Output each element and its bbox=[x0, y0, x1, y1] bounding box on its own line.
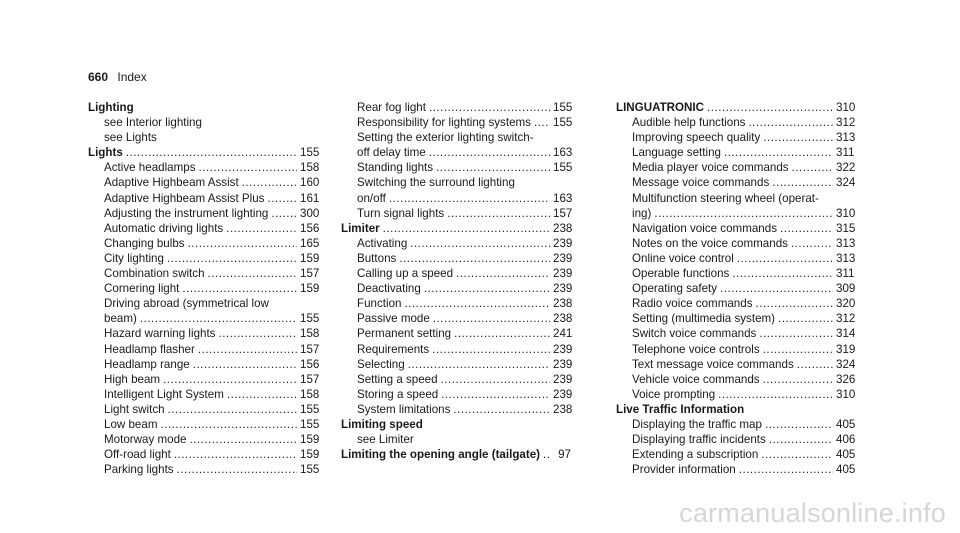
index-entry bbox=[616, 417, 854, 432]
entry-label: Motorway mode bbox=[104, 433, 187, 447]
entry-label: Function bbox=[357, 297, 402, 311]
page-ref: 157 bbox=[300, 267, 320, 281]
page-ref: 159 bbox=[300, 433, 320, 447]
index-heading: Lighting bbox=[88, 101, 134, 114]
leader-dots bbox=[404, 296, 550, 311]
page-ref: 310 bbox=[836, 387, 856, 401]
index-entry bbox=[616, 462, 854, 477]
page-ref: 155 bbox=[553, 161, 573, 175]
index-entry bbox=[616, 175, 854, 190]
page-ref: 310 bbox=[836, 206, 856, 220]
index-entry bbox=[341, 145, 571, 160]
leader-dots bbox=[654, 206, 833, 221]
page-ref: 159 bbox=[300, 251, 320, 265]
index-entry bbox=[341, 342, 571, 357]
entry-label: Navigation voice commands bbox=[632, 221, 777, 235]
page-ref: 311 bbox=[836, 267, 855, 281]
index-entry bbox=[88, 281, 318, 296]
page-ref: 239 bbox=[553, 342, 573, 356]
entry-label: Operable functions bbox=[632, 267, 730, 281]
page-ref: 406 bbox=[836, 433, 856, 447]
index-entry: Driving abroad (symmetrical low bbox=[104, 297, 269, 311]
index-entry bbox=[88, 372, 318, 387]
index-entry bbox=[88, 160, 318, 175]
leader-dots bbox=[763, 372, 833, 387]
index-entry: Multifunction steering wheel (operat- bbox=[632, 191, 819, 205]
page-ref: 300 bbox=[300, 206, 320, 220]
leader-dots bbox=[168, 402, 297, 417]
page-ref: 155 bbox=[553, 101, 573, 114]
index-entry bbox=[88, 251, 318, 266]
leader-dots bbox=[208, 266, 297, 281]
page-ref: 239 bbox=[553, 357, 573, 371]
index-entry bbox=[341, 281, 571, 296]
entry-label: ing) bbox=[632, 206, 652, 220]
entry-label: High beam bbox=[104, 372, 161, 386]
leader-dots bbox=[399, 251, 550, 266]
leader-dots bbox=[724, 145, 833, 160]
page-ref: 156 bbox=[300, 357, 320, 371]
leader-dots bbox=[182, 281, 297, 296]
leader-dots bbox=[199, 160, 297, 175]
page-number: 660 bbox=[88, 70, 109, 84]
index-entry bbox=[616, 145, 854, 160]
index-entry bbox=[341, 387, 571, 402]
leader-dots bbox=[778, 311, 833, 326]
entry-label: Operating safety bbox=[632, 282, 718, 296]
index-entry bbox=[88, 326, 318, 341]
page-ref: 313 bbox=[836, 251, 856, 265]
leader-dots bbox=[432, 342, 550, 357]
entry-label: Combination switch bbox=[104, 267, 205, 281]
index-entry bbox=[616, 251, 854, 266]
leader-dots bbox=[441, 387, 550, 402]
entry-label: off delay time bbox=[357, 146, 426, 160]
entry-label: Setting a speed bbox=[357, 372, 438, 386]
index-entry bbox=[616, 311, 854, 326]
entry-label: LINGUATRONIC bbox=[616, 101, 705, 114]
leader-dots bbox=[797, 357, 833, 372]
entry-label: Improving speech quality bbox=[632, 131, 761, 145]
entry-label: Calling up a speed bbox=[357, 267, 454, 281]
index-entry bbox=[341, 311, 571, 326]
page-ref: 324 bbox=[836, 176, 856, 190]
index-entry bbox=[341, 160, 571, 175]
page-ref: 159 bbox=[300, 448, 320, 462]
leader-dots bbox=[454, 326, 550, 341]
index-entry bbox=[341, 191, 571, 206]
page-ref: 155 bbox=[300, 312, 320, 326]
entry-label: Switch voice commands bbox=[632, 327, 757, 341]
leader-dots bbox=[424, 281, 550, 296]
page-ref: 156 bbox=[300, 221, 320, 235]
page-ref: 155 bbox=[300, 463, 320, 477]
entry-label: Extending a subscription bbox=[632, 448, 759, 462]
index-entry bbox=[341, 251, 571, 266]
page-header bbox=[88, 70, 147, 84]
page-ref: 405 bbox=[836, 417, 856, 431]
leader-dots bbox=[188, 236, 297, 251]
index-heading: Limiting speed bbox=[341, 417, 423, 431]
page-ref: 161 bbox=[300, 191, 320, 205]
index-entry bbox=[616, 160, 854, 175]
page-ref: 239 bbox=[553, 372, 573, 386]
page-ref: 326 bbox=[836, 372, 856, 386]
entry-label: Responsibility for lighting systems bbox=[357, 116, 531, 130]
page-ref: 97 bbox=[558, 448, 571, 462]
page-ref: 239 bbox=[553, 251, 573, 265]
index-entry bbox=[88, 387, 318, 402]
page-ref: 239 bbox=[553, 267, 573, 281]
entry-label: Language setting bbox=[632, 146, 721, 160]
entry-label: City lighting bbox=[104, 251, 164, 265]
leader-dots bbox=[761, 447, 833, 462]
page-ref: 157 bbox=[553, 206, 573, 220]
index-entry bbox=[616, 447, 854, 462]
index-entry bbox=[616, 326, 854, 341]
entry-label: Permanent setting bbox=[357, 327, 452, 341]
leader-dots bbox=[429, 145, 550, 160]
entry-label: Low beam bbox=[104, 417, 158, 431]
entry-label: Vehicle voice commands bbox=[632, 372, 760, 386]
page-ref: 155 bbox=[553, 116, 573, 130]
leader-dots bbox=[763, 342, 833, 357]
leader-dots bbox=[433, 311, 550, 326]
leader-dots bbox=[383, 221, 550, 236]
index-entry bbox=[88, 462, 318, 477]
entry-label: Requirements bbox=[357, 342, 430, 356]
index-entry bbox=[616, 221, 854, 236]
page-ref: 158 bbox=[300, 327, 320, 341]
index-heading bbox=[341, 221, 571, 236]
index-entry bbox=[616, 357, 854, 372]
leader-dots bbox=[759, 326, 833, 341]
page-ref: 405 bbox=[836, 448, 856, 462]
index-entry bbox=[88, 206, 318, 221]
index-column-1 bbox=[88, 100, 318, 477]
index-entry bbox=[88, 266, 318, 281]
index-entry: see Interior lighting bbox=[104, 116, 202, 130]
page-ref: 163 bbox=[553, 146, 573, 160]
page-ref: 313 bbox=[836, 236, 856, 250]
page-ref: 159 bbox=[300, 282, 320, 296]
leader-dots bbox=[126, 145, 297, 160]
entry-label: Passive mode bbox=[357, 312, 430, 326]
entry-label: Displaying traffic incidents bbox=[632, 433, 766, 447]
index-entry bbox=[88, 221, 318, 236]
page-ref: 311 bbox=[836, 146, 855, 160]
index-entry bbox=[88, 357, 318, 372]
page-ref: 313 bbox=[836, 131, 856, 145]
page-ref: 157 bbox=[300, 342, 320, 356]
entry-label: Radio voice commands bbox=[632, 297, 753, 311]
leader-dots bbox=[769, 432, 833, 447]
entry-label: beam) bbox=[104, 312, 137, 326]
entry-label: Turn signal lights bbox=[357, 206, 445, 220]
index-column-3 bbox=[616, 100, 854, 477]
leader-dots bbox=[756, 296, 833, 311]
entry-label: Buttons bbox=[357, 251, 397, 265]
leader-dots bbox=[271, 206, 297, 221]
entry-label: Headlamp range bbox=[104, 357, 190, 371]
page-ref: 155 bbox=[300, 402, 320, 416]
entry-label: Text message voice commands bbox=[632, 357, 794, 371]
index-entry bbox=[88, 432, 318, 447]
entry-label: Setting (multimedia system) bbox=[632, 312, 776, 326]
leader-dots bbox=[174, 447, 297, 462]
leader-dots bbox=[167, 251, 297, 266]
page-ref: 157 bbox=[300, 372, 320, 386]
leader-dots bbox=[163, 372, 297, 387]
entry-label: Activating bbox=[357, 236, 408, 250]
index-entry: see Lights bbox=[104, 131, 157, 145]
page-ref: 239 bbox=[553, 387, 573, 401]
index-entry bbox=[616, 281, 854, 296]
entry-label: Automatic driving lights bbox=[104, 221, 224, 235]
leader-dots bbox=[389, 191, 550, 206]
leader-dots bbox=[780, 221, 833, 236]
page-ref: 314 bbox=[836, 327, 856, 341]
leader-dots bbox=[267, 191, 297, 206]
entry-label: Selecting bbox=[357, 357, 405, 371]
entry-label: Changing bulbs bbox=[104, 236, 185, 250]
index-entry bbox=[88, 175, 318, 190]
page-ref: 239 bbox=[553, 236, 573, 250]
entry-label: Hazard warning lights bbox=[104, 327, 216, 341]
index-heading bbox=[616, 100, 854, 115]
page-ref: 155 bbox=[300, 417, 320, 431]
index-entry bbox=[341, 100, 571, 115]
leader-dots bbox=[198, 342, 297, 357]
leader-dots bbox=[737, 251, 833, 266]
index-entry bbox=[616, 342, 854, 357]
entry-label: Storing a speed bbox=[357, 387, 439, 401]
index-entry bbox=[88, 447, 318, 462]
entry-label: Active headlamps bbox=[104, 161, 196, 175]
leader-dots bbox=[447, 206, 550, 221]
leader-dots bbox=[763, 130, 833, 145]
leader-dots bbox=[453, 402, 550, 417]
page-ref: 312 bbox=[836, 116, 856, 130]
entry-label: Provider information bbox=[632, 463, 736, 477]
entry-label: Intelligent Light System bbox=[104, 387, 224, 401]
page-ref: 312 bbox=[836, 312, 856, 326]
page-ref: 238 bbox=[553, 402, 573, 416]
entry-label: Voice prompting bbox=[632, 387, 716, 401]
index-entry bbox=[616, 115, 854, 130]
index-entry: see Limiter bbox=[357, 433, 414, 447]
leader-dots bbox=[720, 281, 833, 296]
page-ref: 239 bbox=[553, 282, 573, 296]
leader-dots bbox=[441, 372, 550, 387]
entry-label: on/off bbox=[357, 191, 386, 205]
page-ref: 315 bbox=[836, 221, 856, 235]
page-ref: 309 bbox=[836, 282, 856, 296]
entry-label: Light switch bbox=[104, 402, 165, 416]
index-entry bbox=[341, 236, 571, 251]
index-entry bbox=[616, 206, 854, 221]
page-ref: 241 bbox=[553, 327, 573, 341]
leader-dots bbox=[707, 100, 833, 115]
index-entry bbox=[616, 266, 854, 281]
index-entry bbox=[616, 236, 854, 251]
index-entry bbox=[88, 236, 318, 251]
entry-label: Headlamp flasher bbox=[104, 342, 195, 356]
index-entry bbox=[88, 342, 318, 357]
page-ref: 158 bbox=[300, 161, 320, 175]
index-entry bbox=[341, 296, 571, 311]
leader-dots bbox=[410, 236, 550, 251]
entry-label: Displaying the traffic map bbox=[632, 417, 762, 431]
page-ref: 310 bbox=[836, 101, 856, 114]
entry-label: Message voice commands bbox=[632, 176, 770, 190]
leader-dots bbox=[140, 311, 297, 326]
leader-dots bbox=[177, 462, 297, 477]
index-entry bbox=[341, 402, 571, 417]
page-ref: 238 bbox=[553, 221, 573, 235]
entry-label: Standing lights bbox=[357, 161, 434, 175]
leader-dots bbox=[765, 417, 833, 432]
index-entry: Setting the exterior lighting switch- bbox=[357, 131, 534, 145]
leader-dots bbox=[193, 357, 297, 372]
index-entry bbox=[88, 417, 318, 432]
section-title: Index bbox=[117, 70, 147, 84]
leader-dots bbox=[739, 462, 833, 477]
index-entry bbox=[341, 266, 571, 281]
entry-label: Deactivating bbox=[357, 282, 421, 296]
leader-dots bbox=[791, 236, 833, 251]
index-column-2 bbox=[341, 100, 571, 462]
index-entry bbox=[616, 432, 854, 447]
page-ref: 158 bbox=[300, 387, 320, 401]
leader-dots bbox=[227, 387, 297, 402]
entry-label: Limiter bbox=[341, 221, 380, 235]
page-ref: 320 bbox=[836, 297, 856, 311]
leader-dots bbox=[218, 326, 297, 341]
index-heading: Live Traffic Information bbox=[616, 402, 745, 416]
watermark: carmanualsonline.info bbox=[679, 498, 946, 528]
entry-label: System limitations bbox=[357, 402, 451, 416]
leader-dots bbox=[772, 175, 833, 190]
leader-dots bbox=[226, 221, 297, 236]
leader-dots bbox=[456, 266, 550, 281]
index-entry bbox=[616, 372, 854, 387]
leader-dots bbox=[748, 115, 833, 130]
index-entry bbox=[341, 357, 571, 372]
entry-label: Adaptive Highbeam Assist Plus bbox=[104, 191, 265, 205]
index-entry bbox=[88, 402, 318, 417]
leader-dots bbox=[543, 447, 550, 462]
index-entry: Switching the surround lighting bbox=[357, 176, 515, 190]
leader-dots bbox=[408, 357, 550, 372]
leader-dots bbox=[792, 160, 833, 175]
index-entry bbox=[88, 191, 318, 206]
index-heading bbox=[341, 447, 571, 462]
leader-dots bbox=[534, 115, 550, 130]
entry-label: Adaptive Highbeam Assist bbox=[104, 176, 239, 190]
entry-label: Adjusting the instrument lighting bbox=[104, 206, 269, 220]
page-ref: 160 bbox=[300, 176, 320, 190]
leader-dots bbox=[732, 266, 833, 281]
index-entry bbox=[616, 296, 854, 311]
leader-dots bbox=[242, 175, 297, 190]
page-ref: 238 bbox=[553, 312, 573, 326]
entry-label: Notes on the voice commands bbox=[632, 236, 788, 250]
page-ref: 322 bbox=[836, 161, 856, 175]
page-ref: 238 bbox=[553, 297, 573, 311]
leader-dots bbox=[718, 387, 833, 402]
entry-label: Lights bbox=[88, 146, 123, 160]
leader-dots bbox=[189, 432, 297, 447]
page-ref: 405 bbox=[836, 463, 856, 477]
leader-dots bbox=[436, 160, 550, 175]
entry-label: Parking lights bbox=[104, 463, 174, 477]
entry-label: Rear fog light bbox=[357, 101, 426, 114]
entry-label: Cornering light bbox=[104, 282, 180, 296]
index-entry bbox=[341, 372, 571, 387]
index-entry bbox=[88, 311, 318, 326]
entry-label: Audible help functions bbox=[632, 116, 746, 130]
index-entry bbox=[616, 387, 854, 402]
leader-dots bbox=[161, 417, 298, 432]
entry-label: Telephone voice controls bbox=[632, 342, 760, 356]
index-entry bbox=[341, 115, 571, 130]
index-entry bbox=[341, 206, 571, 221]
index-entry bbox=[341, 326, 571, 341]
page-ref: 163 bbox=[553, 191, 573, 205]
entry-label: Off-road light bbox=[104, 448, 171, 462]
index-entry bbox=[616, 130, 854, 145]
page-ref: 324 bbox=[836, 357, 856, 371]
index-heading bbox=[88, 145, 318, 160]
entry-label: Media player voice commands bbox=[632, 161, 789, 175]
leader-dots bbox=[429, 100, 550, 115]
entry-label: Limiting the opening angle (tailgate) bbox=[341, 448, 541, 462]
page-ref: 165 bbox=[300, 236, 320, 250]
entry-label: Online voice control bbox=[632, 251, 734, 265]
page-ref: 155 bbox=[300, 146, 320, 160]
page-ref: 319 bbox=[836, 342, 856, 356]
